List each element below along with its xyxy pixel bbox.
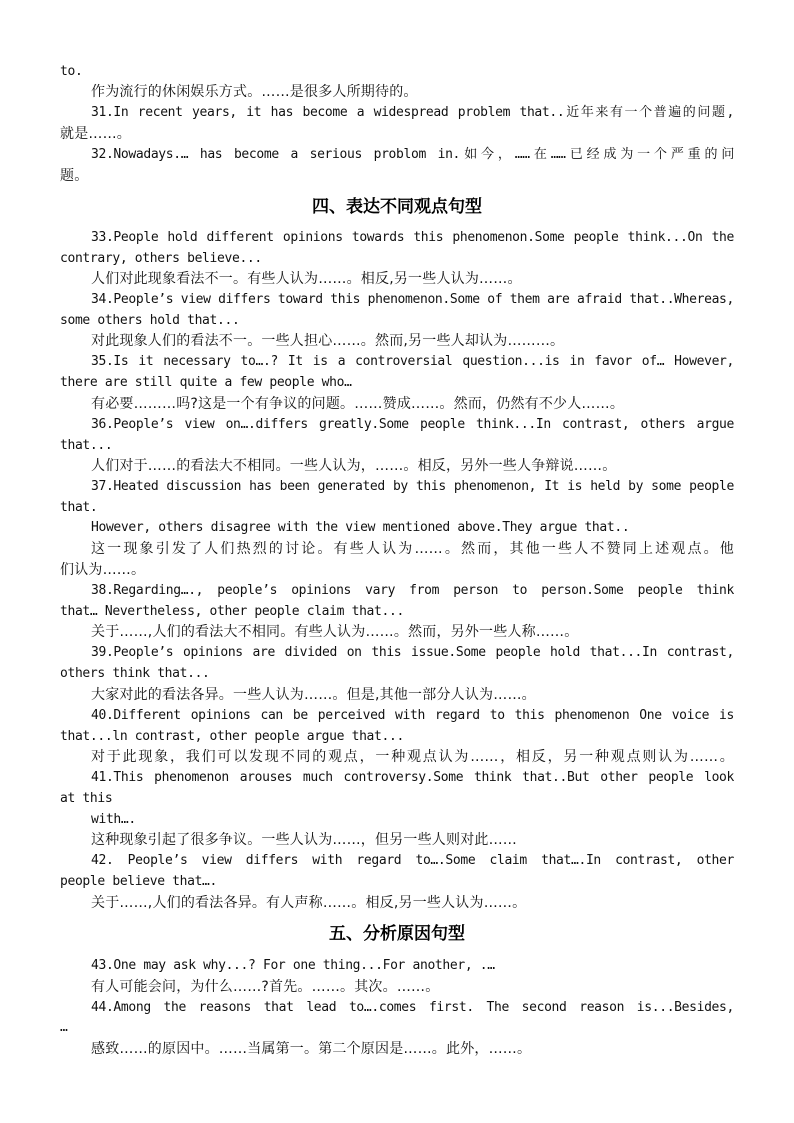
text-line: 43.One may ask why...? For one thing...For another, .…: [91, 958, 495, 973]
text-line: that...: [60, 438, 113, 453]
text-line: 关于……,人们的看法各异。有人声称……。相反,另一些人认为……。: [91, 895, 527, 911]
text-line: 31.In recent years, it has become a widespread problem that..近年来有一个普遍的问题,: [91, 105, 734, 120]
text-line: 人们对此现象看法不一。有些人认为……。相反,另一些人认为……。: [91, 271, 522, 287]
text-line: 有人可能会问，为什么……?首先。……。其次。……。: [91, 979, 440, 995]
text-line: 人们对于……的看法大不相同。一些人认为，……。相反，另外一些人争辩说……。: [91, 458, 617, 474]
section-heading: 四、表达不同观点句型: [312, 197, 482, 217]
text-line: 39.People’s opinions are divided on this issue.Some people hold that...In contrast,: [91, 645, 734, 660]
text-line: 有必要………吗?这是一个有争议的问题。……赞成……。然而，仍然有不少人……。: [91, 396, 625, 412]
text-line: 感致……的原因中。……当属第一。第二个原因是……。此外，……。: [91, 1041, 532, 1057]
text-line: 36.People’s view on….differs greatly.Some people think...In contrast, others argue: [91, 417, 734, 432]
text-line: 题。: [60, 168, 89, 184]
text-line: 这种现象引起了很多争议。一些人认为……，但另一些人则对此……: [91, 832, 517, 848]
text-line: 44.Among the reasons that lead to….comes first. The second reason is...Besides,: [91, 1000, 734, 1015]
text-line: 对于此现象，我们可以发现不同的观点，一种观点认为……，相反，另一种观点则认为……。: [91, 749, 734, 765]
text-line: 作为流行的休闲娱乐方式。……是很多人所期待的。: [91, 84, 418, 100]
section-heading: 五、分析原因句型: [329, 924, 465, 944]
text-line: 40.Different opinions can be perceived with regard to this phenomenon One voice is: [91, 708, 734, 723]
text-line: 37.Heated discussion has been generated by this phenomenon, It is held by some people: [91, 479, 734, 494]
text-line: 34.People’s view differs toward this phenomenon.Some of them are afraid that..Whereas,: [91, 292, 734, 307]
text-line: others think that...: [60, 666, 210, 681]
text-line: with….: [91, 812, 136, 827]
text-line: However, others disagree with the view mentioned above.They argue that..: [91, 520, 630, 535]
text-line: 这一现象引发了人们热烈的讨论。有些人认为……。然而，其他一些人不赞同上述观点。他: [91, 541, 734, 557]
text-line: at this: [60, 791, 113, 806]
text-line: 们认为……。: [60, 562, 146, 578]
text-line: that.: [60, 500, 98, 515]
text-line: 关于……,人们的看法大不相同。有些人认为……。然而，另外一些人称……。: [91, 624, 579, 640]
text-line: 33.People hold different opinions towards this phenomenon.Some people think...On the: [91, 230, 734, 245]
text-line: some others hold that...: [60, 313, 240, 328]
text-line: 35.Is it necessary to….? It is a controversial question...is in favor of… However,: [91, 354, 734, 369]
text-line: to.: [60, 64, 83, 79]
text-line: 42. People’s view differs with regard to….Some claim that….In contrast, other: [91, 853, 734, 868]
text-line: …: [60, 1020, 68, 1035]
text-line: that… Nevertheless, other people claim that...: [60, 604, 404, 619]
text-line: there are still quite a few people who…: [60, 375, 352, 390]
text-line: 38.Regarding…., people’s opinions vary from person to person.Some people think: [91, 583, 734, 598]
text-line: 32.Nowadays.… has become a serious problom in.如今，……在……已经成为一个严重的问: [91, 147, 734, 162]
text-line: 就是……。: [60, 126, 131, 142]
text-line: that...ln contrast, other people argue that...: [60, 729, 404, 744]
text-line: 41.This phenomenon arouses much controversy.Some think that..But other people look: [91, 770, 734, 785]
text-line: people believe that….: [60, 874, 218, 889]
text-line: 对此现象人们的看法不一。一些人担心……。然而,另一些人却认为………。: [91, 333, 565, 349]
text-line: 大家对此的看法各异。一些人认为……。但是,其他一部分人认为……。: [91, 687, 536, 703]
text-line: contrary, others believe...: [60, 251, 262, 266]
